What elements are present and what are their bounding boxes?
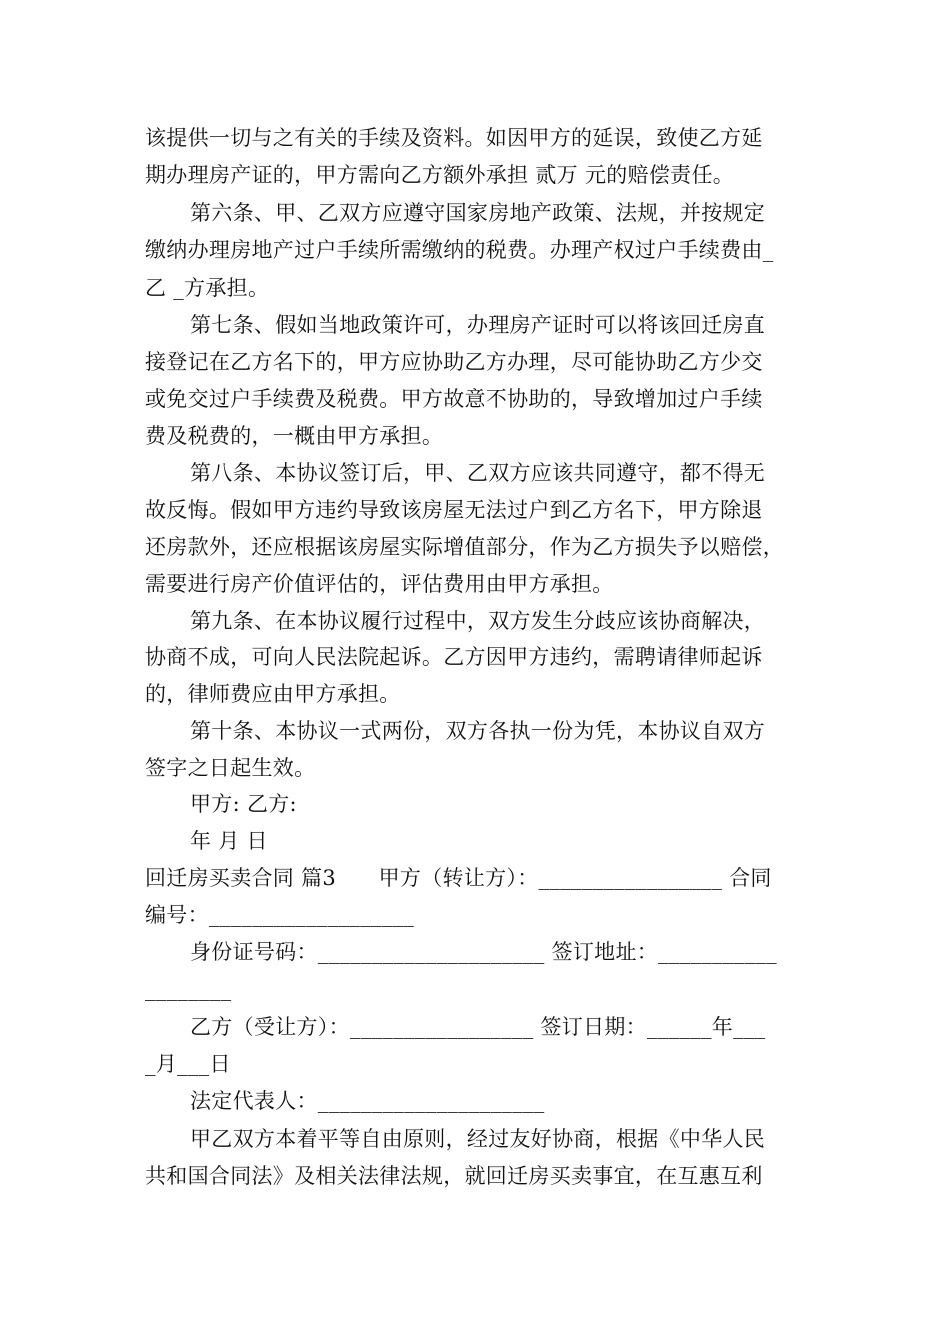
text-line: 故反悔。假如甲方违约导致该房屋无法过户到乙方名下，甲方除退: [145, 498, 763, 522]
text-line: _月___日: [145, 1052, 231, 1076]
text-line: 共和国合同法》及相关法律法规，就回迁房买卖事宜，在互惠互利: [145, 1164, 763, 1188]
text-line: 缴纳办理房地产过户手续所需缴纳的税费。办理产权过户手续费由_: [145, 238, 774, 262]
text-line: 该提供一切与之有关的手续及资料。如因甲方的延误，致使乙方延: [145, 126, 763, 150]
text-line: 的，律师费应由甲方承担。: [145, 682, 401, 706]
text-line: 期办理房产证的，甲方需向乙方额外承担 贰万 元的赔偿责任。: [145, 163, 735, 187]
signature-date: 年 月 日: [190, 829, 268, 853]
text-line: ________: [145, 977, 232, 1001]
text-line: 乙方（受让方）：_________________ 签订日期：______年___: [190, 1015, 766, 1039]
text-line: 协商不成，可向人民法院起诉。乙方因甲方违约，需聘请律师起诉: [145, 645, 763, 669]
signature-parties: 甲方: 乙方:: [190, 792, 297, 816]
text-line: 第六条、甲、乙双方应遵守国家房地产政策、法规，并按规定: [190, 201, 766, 225]
text-line: 乙 _方承担。: [145, 276, 270, 300]
text-line: 编号：___________________: [145, 903, 415, 927]
text-line: 法定代表人：_____________________: [190, 1089, 545, 1113]
text-line: 第十条、本协议一式两份，双方各执一份为凭，本协议自双方: [190, 719, 766, 743]
text-line: 还房款外，还应根据该房屋实际增值部分，作为乙方损失予以赔偿，: [145, 535, 784, 559]
text-line: 第八条、本协议签订后，甲、乙双方应该共同遵守，都不得无: [190, 461, 766, 485]
text-line: 接登记在乙方名下的，甲方应协助乙方办理，尽可能协助乙方少交: [145, 350, 763, 374]
text-line: 费及税费的，一概由甲方承担。: [145, 424, 444, 448]
contract-heading-line: 回迁房买卖合同 篇3 甲方（转让方）：_________________ 合同: [145, 866, 772, 890]
text-line: 或免交过户手续费及税费。甲方故意不协助的，导致增加过户手续: [145, 387, 763, 411]
text-line: 身份证号码：_____________________ 签订地址：___________: [190, 940, 777, 964]
text-line: 签字之日起生效。: [145, 756, 316, 780]
text-line: 需要进行房产价值评估的，评估费用由甲方承担。: [145, 572, 614, 596]
text-line: 第七条、假如当地政策许可，办理房产证时可以将该回迁房直: [190, 313, 766, 337]
text-line: 甲乙双方本着平等自由原则，经过友好协商，根据《中华人民: [190, 1127, 766, 1151]
text-line: 第九条、在本协议履行过程中，双方发生分歧应该协商解决，: [190, 609, 766, 633]
